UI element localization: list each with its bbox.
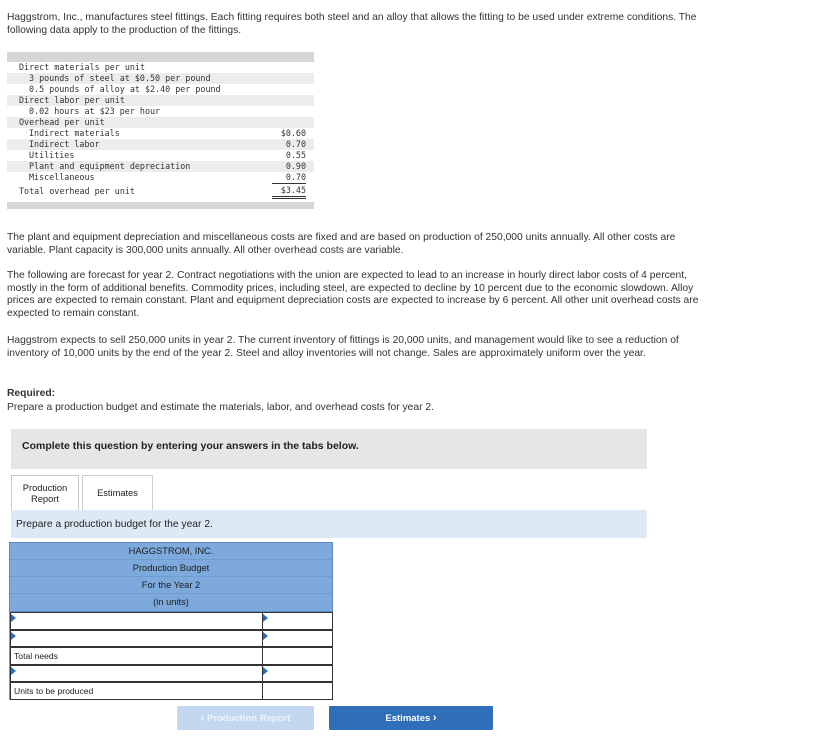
- cost-data-table: [7, 52, 314, 209]
- instruction-text: Complete this question by entering your answers in the tabs below.: [22, 440, 359, 452]
- data-table-row: [7, 139, 314, 150]
- data-table-row-label: Direct labor per unit: [19, 95, 125, 105]
- data-table-row-label: 0.02 hours at $23 per hour: [29, 106, 161, 116]
- budget-row-2-value-cell[interactable]: [263, 630, 333, 648]
- input-flag-icon: [263, 614, 268, 622]
- paragraph-sales: Haggstrom expects to sell 250,000 units in year 2. The current inventory of fittings is 20,000 units, and management would like to see a reduction of inventory of 10,000 units by the end of the year 2. Steel and alloy inventories will not change. Sales are approximately uniform over the year.: [7, 335, 679, 359]
- budget-company: HAGGSTROM, INC.: [10, 543, 332, 560]
- data-table-row-label: Indirect labor: [29, 139, 100, 149]
- data-table-row-label: 0.5 pounds of alloy at $2.40 per pound: [29, 84, 221, 94]
- data-table-row-label: 3 pounds of steel at $0.50 per pound: [29, 73, 211, 83]
- data-table-row: [7, 84, 314, 95]
- tab-production-report-line2: Report: [31, 494, 59, 504]
- chevron-right-icon: ›: [432, 712, 437, 724]
- next-tab-label: Estimates: [385, 713, 431, 724]
- data-table-row-label: Indirect materials: [29, 128, 120, 138]
- budget-row-3-label-cell[interactable]: [10, 665, 263, 683]
- dropdown-flag-icon: [11, 632, 16, 640]
- budget-header: [9, 542, 333, 612]
- data-table-row-label: Utilities: [29, 150, 75, 160]
- units-produced-label-cell: [10, 682, 263, 700]
- data-table-row-label: Miscellaneous: [29, 172, 95, 182]
- table-bottom-bar: [7, 202, 314, 209]
- data-table-row: [7, 161, 314, 172]
- data-table-row-label: Overhead per unit: [19, 117, 105, 127]
- table-top-bar: [7, 52, 314, 62]
- tab-production-report[interactable]: [11, 475, 79, 511]
- data-table-row-value: 0.90: [285, 161, 306, 171]
- prepare-text: Prepare a production budget for the year 2.: [16, 519, 213, 530]
- next-tab-button[interactable]: [329, 706, 493, 730]
- data-table-row-label: Direct materials per unit: [19, 62, 146, 72]
- required-heading: Required:: [7, 388, 56, 399]
- required-text: Prepare a production budget and estimate the materials, labor, and overhead costs for year 2.: [7, 402, 435, 413]
- dropdown-flag-icon: [11, 667, 16, 675]
- data-table-row: [7, 117, 314, 128]
- instruction-banner: [11, 429, 647, 469]
- data-table-row: [7, 95, 314, 106]
- data-table-row-value: 0.55: [285, 150, 306, 160]
- prepare-bar: [11, 510, 647, 538]
- data-table-row: [7, 106, 314, 117]
- input-flag-icon: [263, 632, 268, 640]
- total-needs-label: Total needs: [14, 651, 58, 661]
- budget-period: For the Year 2: [10, 577, 332, 594]
- data-table-row-value: $0.60: [280, 128, 306, 138]
- budget-row-2: [9, 630, 333, 648]
- budget-units: (in units): [153, 597, 189, 607]
- data-table-row: [7, 150, 314, 161]
- data-table-row-value: 0.70: [272, 172, 306, 184]
- paragraph-depreciation: The plant and equipment depreciation and miscellaneous costs are fixed and are based on production of 250,000 units annually. All other costs are variable. Plant capacity is 300,000 units annually. All other overhead costs are variable.: [7, 232, 676, 256]
- data-table-row-label: Plant and equipment depreciation: [29, 161, 191, 171]
- budget-row-3: [9, 665, 333, 683]
- budget-row-2-label-cell[interactable]: [10, 630, 263, 648]
- total-overhead-row: [7, 184, 314, 198]
- total-needs-label-cell: [10, 647, 263, 665]
- data-table-row: [7, 73, 314, 84]
- total-overhead-label: Total overhead per unit: [19, 186, 135, 196]
- total-overhead-value: $3.45: [272, 184, 306, 199]
- paragraph-forecast: The following are forecast for year 2. Contract negotiations with the union are expected to lead to an increase in hourly direct labor costs of 4 percent, mostly in the form of additional benefits. Commodity prices, including steel, are expected to decline by 10 percent due to the economic slowdown. Alloy prices are expected to remain constant. Plant and equipment depreciation costs are expected to increase by 6 percent. All other unit overhead costs are expected to remain constant.: [7, 270, 699, 319]
- budget-row-units-produced: [9, 682, 333, 700]
- units-produced-value-cell[interactable]: [263, 682, 333, 700]
- budget-row-total-needs: [9, 647, 333, 665]
- chevron-left-icon: ‹: [200, 712, 205, 724]
- data-table-row: [7, 172, 314, 183]
- budget-title: Production Budget: [10, 560, 332, 577]
- budget-row-1-label-cell[interactable]: [10, 612, 263, 630]
- budget-row-1: [9, 612, 333, 630]
- input-flag-icon: [263, 667, 268, 675]
- budget-row-3-value-cell[interactable]: [263, 665, 333, 683]
- data-table-row: [7, 128, 314, 139]
- intro-text: Haggstrom, Inc., manufactures steel fittings. Each fitting requires both steel and an alloy that allows the fitting to be used under extreme conditions. The following data apply to the production of the fittings.: [7, 12, 697, 36]
- prev-tab-button[interactable]: [177, 706, 314, 730]
- data-table-row-value: 0.70: [285, 139, 306, 149]
- prev-tab-label: Production Report: [206, 713, 291, 724]
- total-needs-value-cell[interactable]: [263, 647, 333, 665]
- tab-estimates[interactable]: Estimates: [82, 475, 153, 511]
- data-table-row: [7, 62, 314, 73]
- dropdown-flag-icon: [11, 614, 16, 622]
- units-produced-label: Units to be produced: [14, 686, 94, 696]
- production-budget-table: [9, 542, 333, 700]
- tab-production-report-line1: Production: [22, 483, 68, 493]
- budget-row-1-value-cell[interactable]: [263, 612, 333, 630]
